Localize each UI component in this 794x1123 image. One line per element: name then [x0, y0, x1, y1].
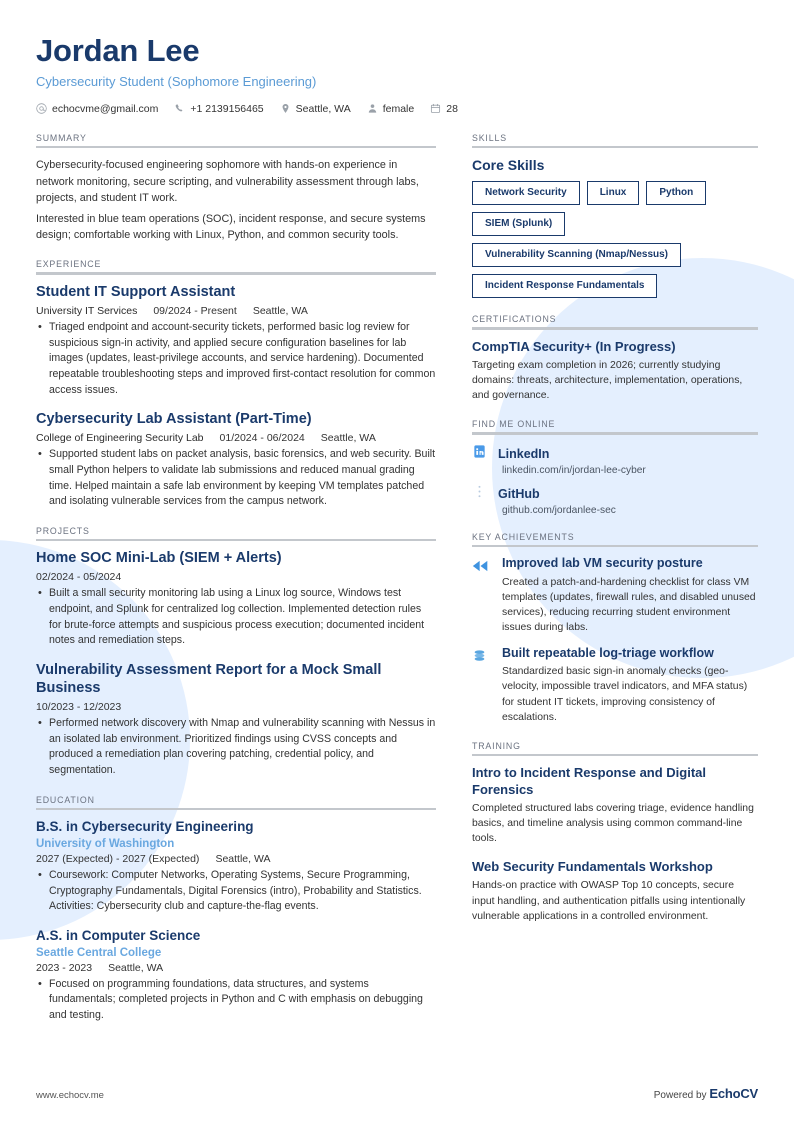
education-school: University of Washington — [36, 837, 175, 850]
experience-location: Seattle, WA — [320, 432, 376, 445]
section-rule — [36, 272, 436, 275]
education-meta — [36, 853, 436, 865]
achievement-title: Improved lab VM security posture — [502, 556, 703, 571]
contact-location — [280, 103, 351, 115]
project-dates: 02/2024 - 05/2024 — [36, 571, 122, 584]
section-projects — [36, 526, 436, 779]
online-profile-label: GitHub — [498, 486, 540, 501]
project-entry — [36, 662, 436, 779]
experience-role: Student IT Support Assistant — [36, 283, 236, 300]
project-entry — [36, 550, 436, 649]
skill-chip: Incident Response Fundamentals — [472, 274, 657, 298]
contact-age — [430, 103, 458, 115]
github-icon — [472, 484, 487, 504]
linkedin-icon — [472, 444, 487, 464]
online-profile-label: LinkedIn — [498, 446, 550, 461]
certification-entry — [472, 339, 758, 403]
contact-phone-value: +1 2139156465 — [190, 102, 264, 115]
section-experience — [36, 259, 436, 509]
footer-powered-by-label: Powered by — [653, 1090, 707, 1101]
achievement-description: Standardized basic sign-in anomaly checks (geo-velocity, impossible travel indicators, and MFA status) for student IT tickets, improving consistency of escalations. — [502, 666, 748, 723]
achievement-entry — [472, 556, 758, 635]
database-icon — [472, 646, 491, 725]
project-meta — [36, 571, 436, 583]
summary-paragraph: Cybersecurity-focused engineering sophomore with hands-on experience in network monitoring, secure scripting, and vulnerability assessment through labs, projects, and student IT work. — [36, 159, 419, 204]
section-title-certifications: CERTIFICATIONS — [472, 314, 557, 325]
skills-group-label: Core Skills — [472, 157, 545, 174]
candidate-name: Jordan Lee — [36, 33, 200, 68]
section-rule — [472, 327, 758, 330]
contact-gender — [367, 103, 415, 115]
resume-footer — [36, 1086, 758, 1101]
contact-row — [36, 103, 758, 115]
right-column — [472, 133, 758, 937]
education-entry — [36, 928, 436, 1024]
section-rule — [472, 432, 758, 435]
contact-email-value: echocvme@gmail.com — [52, 102, 159, 115]
section-key-achievements — [472, 532, 758, 725]
bullet-item: • Built a small security monitoring lab using a Linux log source, Windows test endpoint, and Splunk for centralized log collection. Implemented detection rules for brute-force attempts and suspicious process execution; documented incident notes and remediation steps. — [36, 586, 436, 649]
section-rule — [472, 545, 758, 548]
experience-bullets — [36, 447, 436, 510]
skill-chip-list — [472, 181, 758, 298]
resume-columns — [36, 133, 758, 1026]
contact-age-value: 28 — [446, 102, 458, 115]
section-rule — [36, 808, 436, 811]
section-training — [472, 741, 758, 924]
contact-email — [36, 103, 158, 115]
education-meta — [36, 962, 436, 974]
education-degree: B.S. in Cybersecurity Engineering — [36, 819, 254, 835]
footer-site-url: www.echocv.me — [36, 1090, 104, 1101]
project-name: Vulnerability Assessment Report for a Mock Small Business — [36, 662, 382, 697]
online-profile-row[interactable] — [472, 484, 758, 504]
section-title-projects: PROJECTS — [36, 525, 90, 536]
skill-chip: Network Security — [472, 181, 580, 205]
experience-meta — [36, 432, 436, 444]
section-find-me-online — [472, 419, 758, 516]
education-school: Seattle Central College — [36, 946, 162, 959]
experience-bullets — [36, 320, 436, 398]
left-column — [36, 133, 436, 1026]
section-title-summary: SUMMARY — [36, 132, 87, 143]
online-profile-url[interactable]: github.com/jordanlee-sec — [502, 504, 616, 516]
person-icon — [367, 103, 378, 114]
section-rule — [36, 539, 436, 542]
section-title-key-achievements: KEY ACHIEVEMENTS — [472, 531, 575, 542]
contact-phone — [174, 103, 263, 115]
online-profile-row[interactable] — [472, 444, 758, 464]
section-rule — [472, 146, 758, 149]
skill-chip: SIEM (Splunk) — [472, 212, 565, 236]
email-icon — [36, 103, 47, 114]
section-rule — [36, 146, 436, 149]
section-skills — [472, 133, 758, 299]
footer-brand: EchoCV — [709, 1086, 758, 1101]
section-certifications — [472, 314, 758, 403]
bullet-item: • Coursework: Computer Networks, Operating Systems, Secure Programming, Cryptography Fundamentals, Digital Forensics (intro), Probability and Statistics. Activities: Cybersecurity club and capture-the-flag events. — [36, 868, 436, 915]
experience-dates: 09/2024 - Present — [153, 304, 237, 317]
project-bullets — [36, 586, 436, 649]
achievement-description: Created a patch-and-hardening checklist for class VM templates (updates, firewall rules, and disabled unused services), reducing recurring student environment issues during labs. — [502, 576, 756, 634]
skill-chip: Linux — [587, 181, 640, 205]
achievement-entry — [472, 646, 758, 725]
training-entry — [472, 765, 758, 846]
experience-role: Cybersecurity Lab Assistant (Part-Time) — [36, 411, 312, 428]
experience-org: College of Engineering Security Lab — [36, 432, 204, 445]
project-bullets — [36, 716, 436, 779]
project-name: Home SOC Mini-Lab (SIEM + Alerts) — [36, 550, 282, 567]
section-summary — [36, 133, 436, 243]
experience-org: University IT Services — [36, 304, 138, 317]
section-education — [36, 795, 436, 1024]
achievement-body — [502, 556, 758, 635]
summary-paragraph: Interested in blue team operations (SOC), incident response, and secure systems design; comfortable working with Linux, Python, and common security tools. — [36, 213, 426, 242]
training-entry — [472, 859, 758, 923]
education-location: Seattle, WA — [215, 852, 271, 865]
contact-gender-value: female — [382, 102, 415, 115]
online-profile-github[interactable] — [472, 484, 758, 516]
rewind-icon — [472, 556, 491, 635]
bullet-item: • Focused on programming foundations, data structures, and systems fundamentals; completed projects in Python and C with emphasis on debugging and testing. — [36, 977, 436, 1024]
bullet-item: • Supported student labs on packet analysis, basic forensics, and web security. Built small Python helpers to validate lab submissions and reduced manual grading time. Helped maintain a safe lab environment by keeping VM templates patched and isolating vulnerable services from the campus network. — [36, 447, 436, 510]
skill-chip: Python — [646, 181, 706, 205]
experience-dates: 01/2024 - 06/2024 — [219, 432, 305, 445]
education-dates: 2023 - 2023 — [36, 961, 93, 974]
skill-chip: Vulnerability Scanning (Nmap/Nessus) — [472, 243, 681, 267]
candidate-headline: Cybersecurity Student (Sophomore Engineering) — [36, 74, 317, 90]
education-dates: 2027 (Expected) - 2027 (Expected) — [36, 852, 200, 865]
training-name: Intro to Incident Response and Digital Forensics — [472, 765, 707, 797]
certification-description: Targeting exam completion in 2026; currently studying domains: threats, architecture, implementation, operations, and governance. — [472, 359, 743, 402]
section-title-skills: SKILLS — [472, 132, 507, 143]
online-profile-url[interactable]: linkedin.com/in/jordan-lee-cyber — [502, 464, 646, 476]
certification-name: CompTIA Security+ (In Progress) — [472, 338, 676, 354]
training-name: Web Security Fundamentals Workshop — [472, 859, 713, 875]
project-dates: 10/2023 - 12/2023 — [36, 701, 122, 713]
education-bullets — [36, 977, 436, 1024]
experience-entry — [36, 284, 436, 398]
footer-powered-by — [654, 1086, 758, 1101]
bullet-item: • Triaged endpoint and account-security tickets, performed basic log review for suspicious sign-in activity, and applied secure configuration baselines for lab images (updates, least-privilege accounts, and service hardening). Documented repeatable troubleshooting steps and improved first-contact resolution for common access issues. — [36, 320, 436, 398]
section-title-find-me-online: FIND ME ONLINE — [472, 419, 556, 430]
experience-meta — [36, 305, 436, 317]
section-title-education: EDUCATION — [36, 794, 95, 805]
calendar-icon — [430, 103, 441, 114]
training-description: Hands-on practice with OWASP Top 10 concepts, secure input handling, and authentication pitfalls using intentionally vulnerable applications in a controlled environment. — [472, 880, 746, 922]
bullet-item: • Performed network discovery with Nmap and vulnerability scanning with Nessus in an isolated lab environment. Prioritized findings using CVSS concepts and produced a remediation plan covering patching, credential policy, and segmentation. — [36, 716, 436, 779]
project-meta — [36, 701, 436, 713]
resume-header — [36, 34, 758, 115]
section-title-experience: EXPERIENCE — [36, 259, 102, 270]
contact-location-value: Seattle, WA — [295, 102, 351, 115]
online-profile-linkedin[interactable] — [472, 444, 758, 476]
achievement-title: Built repeatable log-triage workflow — [502, 645, 714, 660]
education-degree: A.S. in Computer Science — [36, 927, 201, 943]
education-location: Seattle, WA — [108, 961, 164, 974]
section-rule — [472, 754, 758, 757]
training-description: Completed structured labs covering triage, evidence handling basics, and timeline analysis using common command-line tools. — [472, 802, 754, 845]
experience-entry — [36, 411, 436, 510]
phone-icon — [174, 103, 185, 114]
education-entry — [36, 819, 436, 915]
experience-location: Seattle, WA — [252, 304, 308, 317]
education-bullets — [36, 868, 436, 915]
location-pin-icon — [280, 103, 291, 114]
section-title-training: TRAINING — [472, 740, 521, 751]
achievement-body — [502, 646, 758, 725]
